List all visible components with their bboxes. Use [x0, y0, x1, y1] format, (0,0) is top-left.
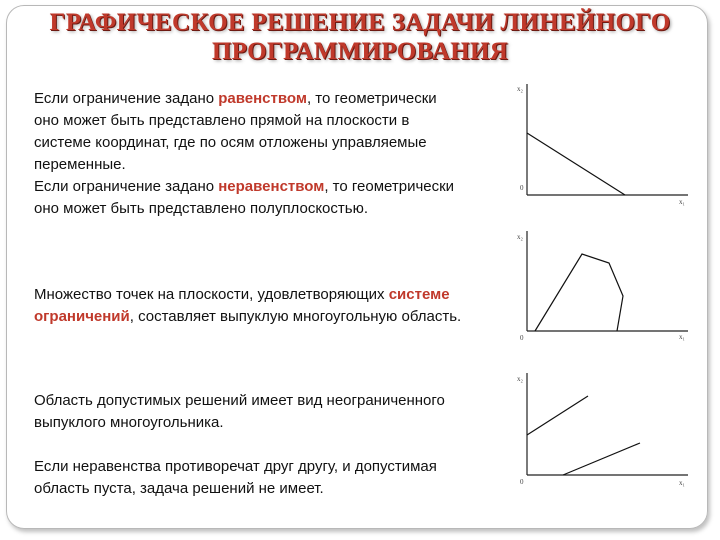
- empty-region-paragraph: Если неравенства противоречат друг другу, и допустимая область пуста, задача решений не имеет.: [34, 458, 437, 497]
- highlight-equality: равенством: [218, 90, 307, 107]
- y-axis-label: x₂: [517, 233, 523, 241]
- y-axis-label: x₂: [517, 375, 523, 383]
- text-fragment: , то геометрически оно может быть представлено прямой на плоскости в системе координат, где по осям отложены управляемые переменные.: [34, 90, 437, 173]
- text-fragment: , составляет выпуклую многоугольную область.: [129, 308, 462, 325]
- text-fragment: Множество точек на плоскости, удовлетворяющих: [34, 286, 389, 303]
- constraint-line: [527, 133, 625, 195]
- title-line-1: ГРАФИЧЕСКОЕ РЕШЕНИЕ ЗАДАЧИ ЛИНЕЙНОГО: [49, 9, 671, 36]
- highlight-constraints: системе ограничений: [34, 286, 450, 325]
- text-fragment: Если ограничение задано: [34, 178, 219, 195]
- title-line-2: ПРОГРАММИРОВАНИЯ: [211, 38, 509, 65]
- figure-unbounded-graph: [505, 370, 695, 490]
- boundary-line-upper: [527, 396, 588, 435]
- x-axis-label: x₁: [679, 198, 685, 206]
- origin-label: 0: [520, 184, 524, 192]
- feasible-region-paragraph: Область допустимых решений имеет вид неограниченного выпуклого многоугольника.: [34, 392, 445, 431]
- figure-polygon-graph: [505, 228, 695, 343]
- equality-paragraph: [34, 88, 464, 220]
- figure-line-graph: [505, 80, 695, 205]
- slide-title: [0, 8, 720, 66]
- x-axis-label: x₁: [679, 479, 685, 487]
- feasible-polygon: [535, 254, 623, 331]
- origin-label: 0: [520, 334, 524, 342]
- x-axis-label: x₁: [679, 333, 685, 341]
- text-fragment: Если ограничение задано: [34, 90, 219, 107]
- origin-label: 0: [520, 478, 524, 486]
- y-axis-label: x₂: [517, 85, 523, 93]
- text-fragment: , то геометрически оно может быть представлено полуплоскостью.: [34, 178, 455, 217]
- constraints-paragraph: [34, 284, 464, 328]
- boundary-line-lower: [563, 443, 640, 475]
- highlight-inequality: неравенством: [218, 178, 325, 195]
